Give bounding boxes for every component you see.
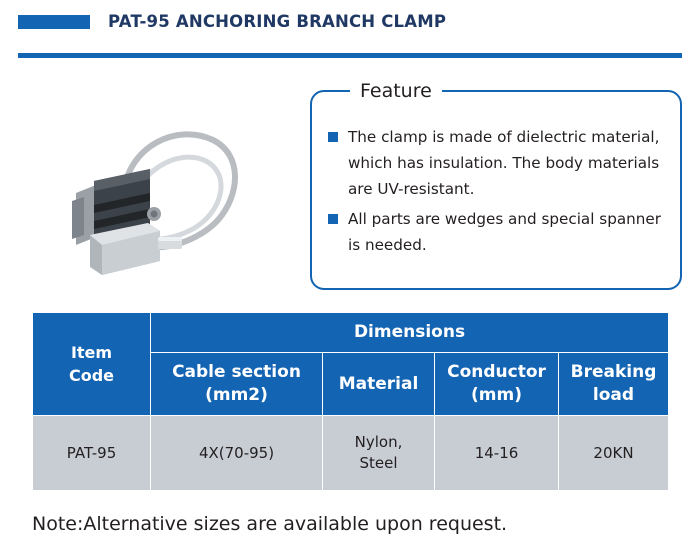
cell-line: Nylon,	[354, 433, 403, 451]
table-header-dimensions: Dimensions	[151, 313, 669, 353]
page-title: PAT-95 ANCHORING BRANCH CLAMP	[108, 12, 447, 31]
header-divider	[18, 53, 682, 58]
feature-item-text: All parts are wedges and special spanner is needed.	[348, 210, 661, 254]
table-header-breaking-load	[559, 353, 669, 416]
list-item	[328, 206, 672, 258]
cell-line: Steel	[359, 454, 398, 472]
specification-table	[32, 312, 669, 491]
clamp-illustration	[28, 85, 298, 285]
header-line: Cable section	[172, 362, 301, 382]
header-line: Breaking	[570, 362, 657, 382]
table-header-item-code	[33, 313, 151, 416]
header-line: (mm2)	[205, 385, 268, 405]
feature-list	[328, 124, 672, 262]
product-image	[18, 75, 308, 295]
table-header-material: Material	[323, 353, 435, 416]
feature-box	[310, 80, 682, 290]
table-header-cable-section	[151, 353, 323, 416]
header-line: load	[592, 385, 635, 405]
square-bullet-icon	[328, 132, 338, 142]
square-bullet-icon	[328, 214, 338, 224]
cell-breaking-load: 20KN	[559, 416, 669, 491]
feature-legend: Feature	[350, 77, 442, 105]
note-text: Note:Alternative sizes are available upon request.	[32, 513, 508, 535]
header-line: Conductor	[447, 362, 546, 382]
header-line: (mm)	[471, 385, 522, 405]
cell-material	[323, 416, 435, 491]
header-accent-bar	[18, 15, 90, 29]
header-line: Item	[70, 343, 113, 362]
cell-conductor: 14-16	[435, 416, 559, 491]
page-header	[0, 0, 700, 62]
cell-cable-section: 4X(70-95)	[151, 416, 323, 491]
table-row	[33, 416, 669, 491]
table-header-row-1	[33, 313, 669, 353]
list-item	[328, 124, 672, 202]
table-header-conductor	[435, 353, 559, 416]
feature-item-text: The clamp is made of dielectric material, which has insulation. The body materials are UV-resistant.	[348, 128, 660, 198]
cell-item-code: PAT-95	[33, 416, 151, 491]
header-line: Code	[68, 366, 115, 385]
